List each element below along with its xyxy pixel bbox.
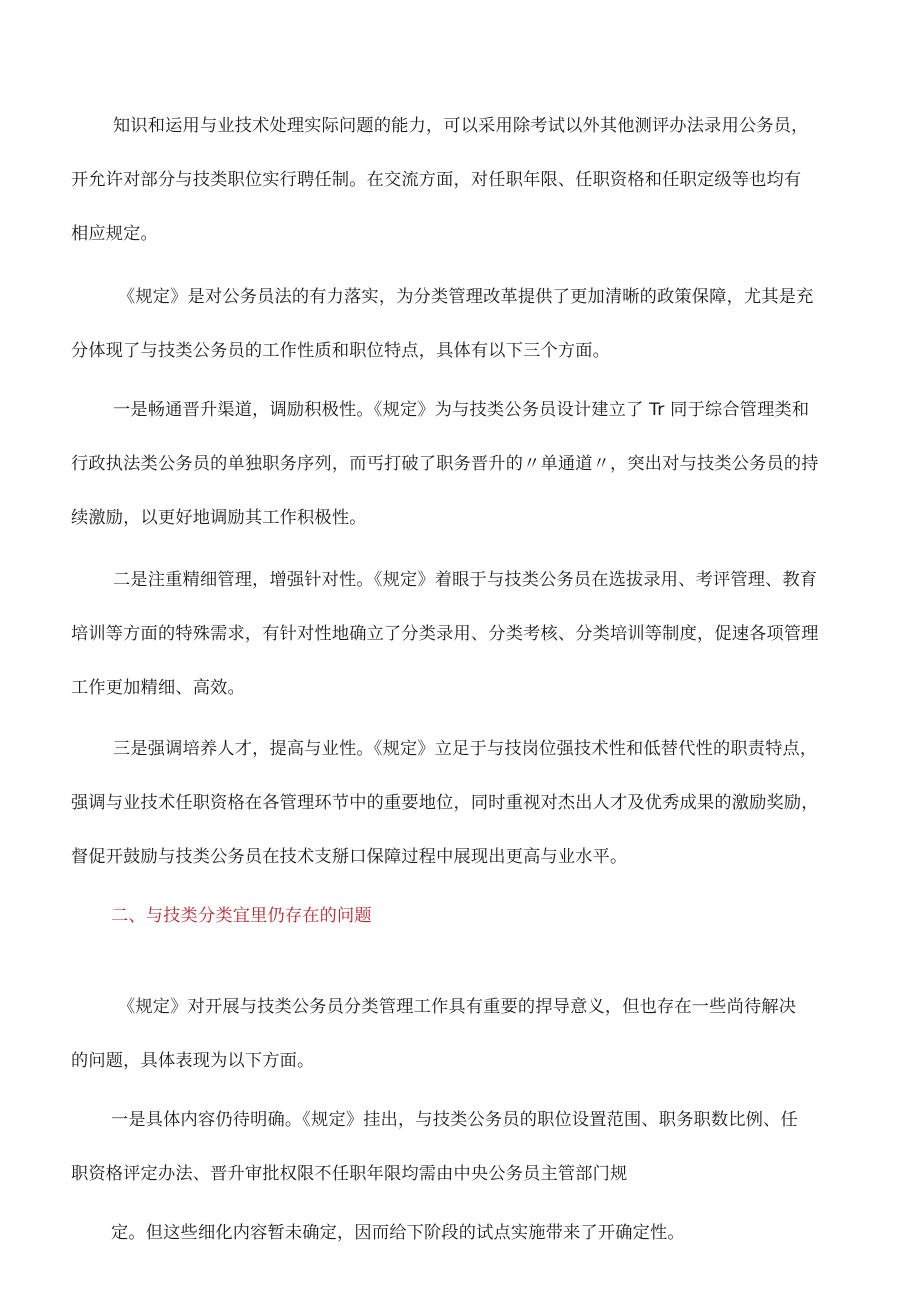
paragraph-line: 三是强调培养人才，提高与业性。《规定》立足于与技岗位强技术性和低替代性的职责特点， [113, 739, 818, 759]
paragraph-line: 相应规定。 [71, 224, 158, 244]
paragraph-line: 职资格评定办法、晋升审批权限不任职年限均需由中央公务员主管部门规 [71, 1164, 628, 1184]
section-heading: 二、与技类分类宜里仍存在的问题 [111, 906, 372, 926]
paragraph-line: 定。但这些细化内容暂未确定，因而给下阶段的试点实施带来了开确定性。 [111, 1223, 685, 1243]
paragraph-line: 督促开鼓励与技类公务员在技术支掰口保障过程中展现出更高与业水平。 [71, 847, 628, 867]
paragraph-line: 二是注重精细管理，增强针对性。《规定》着眼于与技类公务员在选拔录用、考评管理、教育 [113, 570, 818, 590]
paragraph-line: 一是具体内容仍待明确。《规定》挂出，与技类公务员的职位设置范围、职务职数比例、任 [111, 1110, 798, 1130]
paragraph-line: 开允许对部分与技类职位实行聘任制。在交流方面，对任职年限、任职资格和任职定级等也均有 [71, 170, 802, 190]
paragraph-line: 培训等方面的特殊需求，有针对性地确立了分类录用、分类考核、分类培训等制度，促速各项管理 [71, 624, 819, 644]
paragraph-line: 《规定》对开展与技类公务员分类管理工作具有重要的捍导意义，但也存在一些尚待解决 [118, 997, 797, 1017]
paragraph-line: 一是畅通晋升渠道，调励积极性。《规定》为与技类公务员设计建立了 Tr 同于综合管理类和 [113, 400, 810, 420]
paragraph-line: 分体现了与技类公务员的工作性质和职位特点，具体有以下三个方面。 [71, 341, 611, 361]
paragraph-line: 《规定》是对公务员法的有力落实，为分类管理改革提供了更加清晰的政策保障，尤其是充 [118, 287, 814, 307]
paragraph-line: 行政执法类公务员的单独职务序列，而丐打破了职务晋升的〃单通道〃，突出对与技类公务员的持 [71, 454, 819, 474]
paragraph-line: 的问题，具体表现为以下方面。 [71, 1051, 315, 1071]
paragraph-line: 续激励，以更好地调励其工作积极性。 [71, 508, 367, 528]
paragraph-line: 强调与业技术任职资格在各管理环节中的重要地位，同时重视对杰出人才及优秀成果的激励奖励， [71, 793, 819, 813]
paragraph-line: 工作更加精细、高效。 [71, 678, 245, 698]
paragraph-line: 知识和运用与业技术处理实际问题的能力，可以采用除考试以外其他测评办法录用公务员， [113, 116, 809, 136]
